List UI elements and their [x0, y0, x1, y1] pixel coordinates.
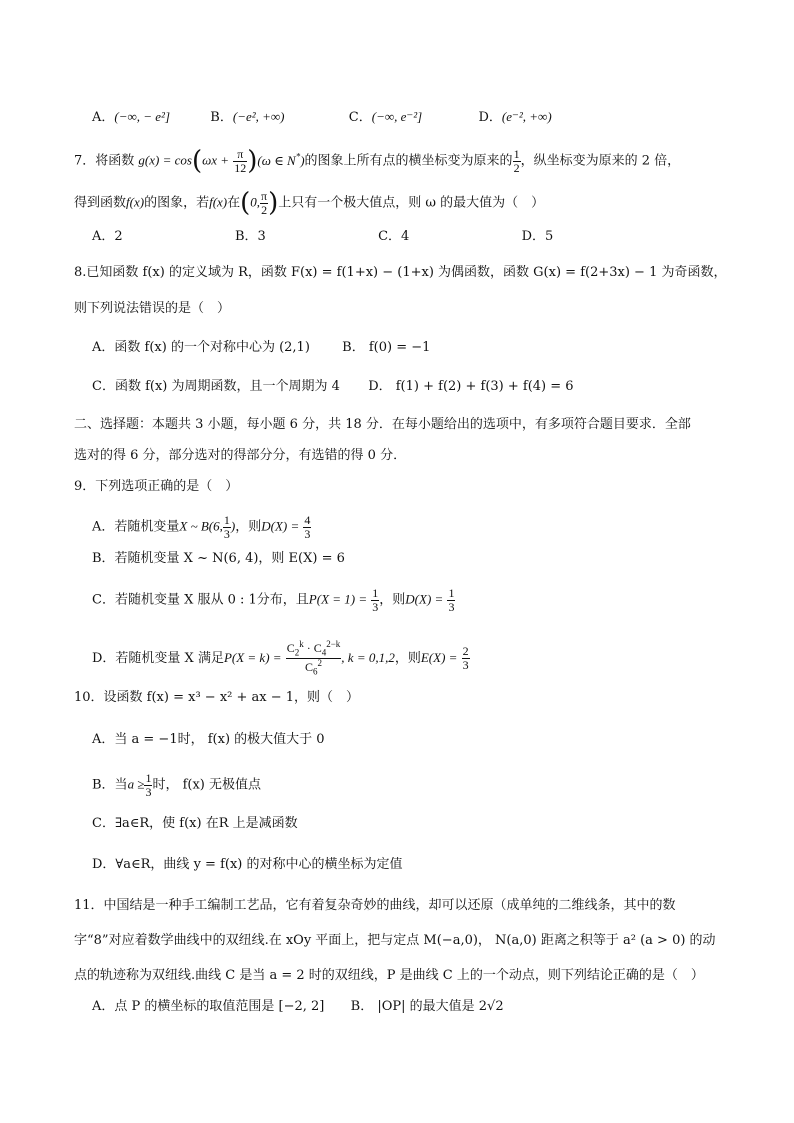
q9-option-d: D．若随机变量 X 满足P(X = k) = $\frac{C_2^k \cdot C_4^{2-k}}{C_6^2}$ , k = 0,1,2，则E(X) = $\frac{2}{3}$: [92, 639, 469, 677]
q7-option-a: A．2: [92, 229, 123, 244]
q10-option-b: B．当a ≥ $\frac{1}{3}$ 时， f(x) 无极值点: [92, 771, 262, 799]
q11-stem-line3: 点的轨迹称为双纽线.曲线 C 是当 a = 2 时的双纽线，P 是曲线 C 上的一个动点，则下列结论正确的是（ ）: [74, 968, 704, 983]
q7-options: [92, 230, 553, 243]
q8-option-b: B． f(0) = −1: [342, 340, 431, 355]
q8-options-ab: [92, 341, 430, 354]
q11-stem-line2: 字“8”对应着数学曲线中的双纽线.在 xOy 平面上，把与定点 M(−a,0)， N(a,0) 距离之积等于 a² (a > 0) 的动: [74, 933, 716, 948]
q11-stem-line1: 11．中国结是一种手工编制工艺品，它有着复杂奇妙的曲线，却可以还原（成单纯的二维线条，其中的数: [74, 898, 676, 913]
q8-option-a: A．函数 f(x) 的一个对称中心为 (2,1): [92, 340, 310, 355]
q7-stem-line2: 得到函数f(x)的图象，若f(x)在(0, $\frac{\pi}{2}$ )上只有一个极大值点，则 ω 的最大值为（ ）: [74, 188, 545, 219]
q7-option-b: B．3: [234, 229, 266, 244]
q10-option-c: C．∃a∈R，使 f(x) 在R 上是减函数: [92, 816, 298, 831]
q9-option-b: B．若随机变量 X ~ N(6, 4)，则 E(X) = 6: [92, 551, 345, 566]
q8-option-c: C．函数 f(x) 为周期函数，且一个周期为 4: [92, 379, 340, 394]
q6-option-c: C．(−∞, e⁻²]: [348, 109, 423, 125]
q8-options-cd: [92, 380, 574, 393]
q9-stem: 9．下列选项正确的是（ ）: [74, 479, 239, 494]
q6-option-a: A．(−∞, − e²]: [92, 109, 171, 125]
q11-option-b: B． |OP| 的最大值是 2√2: [350, 999, 504, 1014]
q8-stem-line1: 8.已知函数 f(x) 的定义域为 R，函数 F(x) = f(1+x) − (1+x) 为偶函数，函数 G(x) = f(2+3x) − 1 为奇函数，: [74, 265, 727, 280]
q8-option-d: D． f(1) + f(2) + f(3) + f(4) = 6: [368, 379, 574, 394]
q6-option-b: B．(−e², +∞): [210, 109, 285, 125]
section2-instructions-line2: 选对的得 6 分，部分选对的得部分分，有选错的得 0 分．: [74, 448, 407, 463]
q7-option-c: C．4: [378, 229, 410, 244]
q9-option-a: A．若随机变量X ~ B(6, $\frac{1}{3}$ )，则D(X) = $\frac{4}{3}$: [92, 513, 311, 541]
q8-stem-line2: 则下列说法错误的是（ ）: [74, 301, 231, 316]
section2-instructions-line1: 二、选择题：本题共 3 小题，每小题 6 分，共 18 分．在每小题给出的选项中，有多项符合题目要求．全部: [74, 417, 691, 432]
q11-option-a: A．点 P 的横坐标的取值范围是 [−2, 2]: [92, 999, 325, 1014]
q6-options: [92, 110, 552, 124]
q11-options-ab: [92, 1000, 504, 1013]
q10-option-d: D．∀a∈R，曲线 y = f(x) 的对称中心的横坐标为定值: [92, 857, 403, 872]
q7-stem-line1: 7．将函数 g(x) = cos(ωx + $\frac{\pi}{12}$ )(ω ∈ N*)的图象上所有点的横坐标变为原来的 $\frac{1}{2}$ ，纵坐标变为原来的 2 倍，: [74, 146, 681, 177]
q10-option-a: A．当 a = −1时， f(x) 的极大值大于 0: [92, 732, 325, 747]
q7-option-d: D．5: [521, 229, 554, 244]
q9-option-c: C．若随机变量 X 服从 0 : 1分布，且P(X = 1) = $\frac{1}{3}$ ，则D(X) = $\frac{1}{3}$: [92, 586, 455, 614]
q6-option-d: D．(e⁻², +∞): [478, 109, 552, 125]
q10-stem: 10．设函数 f(x) = x³ − x² + ax − 1，则（ ）: [74, 690, 360, 705]
